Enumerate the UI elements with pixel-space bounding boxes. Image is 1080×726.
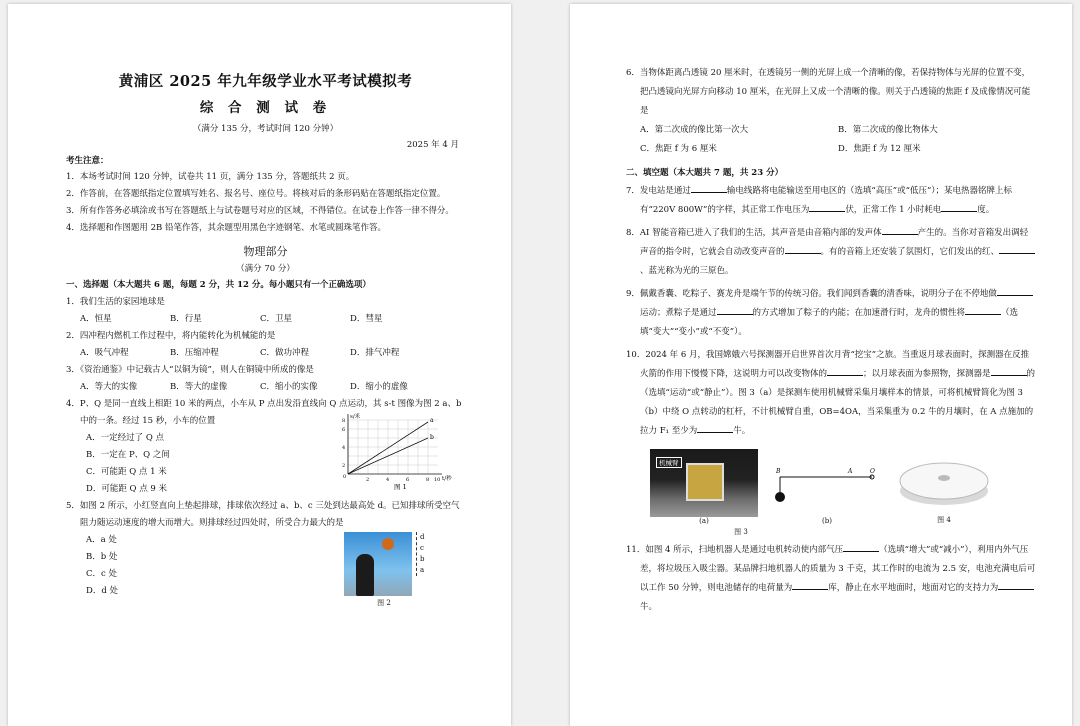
y-tick: 6 [342,427,346,433]
q3-options [66,379,465,396]
answer-blank [998,589,1034,590]
lever-diagram [772,463,882,513]
answer-blank [827,375,863,376]
figure-3b [772,463,882,525]
x-tick: 4 [386,477,390,483]
option: D．彗星 [350,314,383,324]
q9-text: （选填“变大”“变小”或“不变”）。 [640,308,1019,337]
notice-item: 3．所有作答务必填涂或书写在答题纸上与试卷题号对应的区域，不得错位。在试卷上作答一律不得分。 [66,206,454,216]
option: B．一定在 P、Q 之间 [86,450,170,460]
answer-blank [697,432,733,433]
answer-blank [941,211,977,212]
q11-text: 11．如图 4 所示，扫地机器人是通过电机转动使内部气压 [626,545,844,555]
lunar-photo [650,449,758,517]
q2-options [66,345,465,362]
figure-1-st-graph [334,412,464,494]
q8-text: 、蓝光称为光的三原色。 [640,266,734,276]
question-8 [626,224,1036,281]
q8-text: 产生的。当你对音箱发出调轻声音的指令时，它就会自动改变声音的 [640,228,1029,257]
option: A．一定经过了 Q 点 [86,433,165,443]
exam-page-right [570,4,1072,726]
point-b-label: B [776,468,781,475]
x-tick: 10 [434,477,441,483]
section-subtitle: （满分 70 分） [236,264,295,274]
answer-blank [965,314,1001,315]
q11-text: 库，静止在水平地面时，地面对它的支持力为 [828,583,999,593]
q1-options [66,311,465,328]
volleyball-photo [344,532,412,596]
robot-vacuum [896,451,992,511]
notice-heading: 考生注意： [66,156,109,166]
ball-positions [416,532,424,576]
q10-text: 牛。 [733,426,751,436]
position-label: a [420,566,425,574]
answer-blank [882,234,918,235]
q9-text: 的方式增加了粽子的内能；在加速滑行时，龙舟的惯性将 [752,308,966,318]
figure-3a [650,449,758,525]
question-4: 4．P、Q 是同一直线上相距 10 米的两点，小车从 P 点出发沿直线向 Q 点运动，其 s-t 图像为图 2 a、b 中的一条。经过 15 秒，小车的位置 [66,399,462,426]
option: B．第二次成的像比物体大 [838,125,938,135]
answer-blank [717,314,753,315]
option: C．卫星 [260,314,293,324]
q11-text: （选填“增大”或“减小”），利用内外气压差，将垃圾压入吸尘器。某品牌扫地机器人的质量为 3 千克，其工作时的电流为 2.5 安，电池充满电后可以工作 50 分钟，则电池储存的电荷量为 [640,545,1036,593]
figure-4 [896,451,992,525]
arm-label: 机械臂 [656,457,682,468]
q8-text: 。有的音箱上还安装了氛围灯，它们发出的红、 [820,247,1000,257]
q10-text: 10．2024 年 6 月，我国嫦娥六号探测器开启世界首次月背“挖宝”之旅。当重返月球表面时，探测器在反推火箭的作用下慢慢下降，这说明力可以改变物体的 [626,350,1030,379]
position-label: b [420,555,425,563]
q9-text: 运动；煮粽子是通过 [640,308,717,318]
option: B．b 处 [86,552,118,562]
option: A．吸气冲程 [80,348,129,358]
point-o-label: O [870,468,875,475]
x-axis-label: t/秒 [442,476,452,482]
q7-text: 度。 [977,205,995,215]
question-5: 5．如图 2 所示，小红竖直向上垫起排球，排球依次经过 a、b、c 三处到达最高处 d。已知排球所受空气阻力随运动速度的增大而增大。则排球经过四处时，所受合力最大的是 [66,501,460,528]
exam-date: 2025 年 4 月 [406,140,459,150]
exam-page-left [8,4,511,726]
option: A．恒星 [80,314,112,324]
exam-title: 黄浦区 2025 年九年级学业水平考试模拟考 [118,73,413,90]
option: C．缩小的实像 [260,382,318,392]
figure-2-caption: 图 2 [377,599,391,607]
question-1: 1．我们生活的家园地球是 [66,297,165,307]
player [356,554,374,596]
q8-text: 8．AI 智能音箱已进入了我们的生活，其声音是由音箱内部的发声体 [626,228,882,238]
x-tick: 6 [406,477,410,483]
question-2: 2．四冲程内燃机工作过程中，将内能转化为机械能的是 [66,331,276,341]
y-tick: 2 [342,463,346,469]
y-tick: 8 [342,418,346,424]
part1-heading: 一、选择题（本大题共 6 题，每题 2 分，共 12 分。每小题只有一个正确选项） [66,280,371,290]
figure-3-caption: 图 3 [734,528,748,536]
answer-blank [991,375,1027,376]
answer-blank [999,253,1035,254]
option: D．排气冲程 [350,348,400,358]
option: C．焦距 f 为 6 厘米 [640,144,717,154]
q10-text: ；以月球表面为参照物，探测器是 [863,369,991,379]
question-11 [626,541,1036,617]
sub-caption-a: (a) [699,517,709,525]
answer-blank [843,551,879,552]
ball [382,538,394,550]
y-axis-label: s/米 [350,414,361,420]
option: D．缩小的虚像 [350,382,408,392]
q10-text: 的（选填“运动”或“静止”）。图 3（a）是探测车使用机械臂采集月壤样本的情景，可将机械臂简化为图 3（b）中绕 O 点转动的杠杆，不计机械臂自重，OB=4OA，当采集重为 0.2 牛的月壤时，在 A 点施加的拉力 F₁ 至少为 [640,369,1036,436]
option: A．第二次成的像比第一次大 [640,125,749,135]
figure-4-caption: 图 4 [937,516,951,524]
question-3: 3．《资治通鉴》中记载古人“以铜为镜”，则人在铜镜中所成的像是 [66,365,314,375]
part2-heading: 二、填空题（本大题共 7 题，共 23 分） [626,168,784,178]
robot-button [938,475,950,481]
notice-item: 4．选择题和作图题用 2B 铅笔作答，其余题型用黑色字迹钢笔、水笔或圆珠笔作答。 [66,223,386,233]
option: D．焦距 f 为 12 厘米 [838,144,921,154]
point-a-label: A [848,468,853,475]
option: C．可能距 Q 点 1 米 [86,467,167,477]
answer-blank [785,253,821,254]
q7-text: 伏，正常工作 1 小时耗电 [845,205,942,215]
question-6: 6．当物体距离凸透镜 20 厘米时，在透镜另一侧的光屏上成一个清晰的像，若保持物体与光屏的位置不变，把凸透镜向光屏方向移动 10 厘米，在光屏上又成一个清晰的像。则关于凸透镜的焦距 f 及成像情况可能是 [626,68,1031,116]
question-7 [626,182,1036,220]
figure-1-caption: 图 1 [394,483,407,490]
answer-blank [691,192,727,193]
q7-text: 输电线路将电能输送至用电区的（选填“高压”或“低压”）；某电热器铭牌上标有“220V 800W”的字样，其正常工作电压为 [640,186,1013,215]
option: A．等大的实像 [80,382,138,392]
option: D．d 处 [86,586,118,596]
q7-text: 7．发电站是通过 [626,186,691,196]
figures-3-4 [650,449,1036,525]
q11-text: 牛。 [640,602,658,612]
question-10 [626,346,1036,441]
figure-2-volleyball [344,532,456,608]
option: B．行星 [170,314,202,324]
question-9 [626,285,1036,342]
notice-item: 2．作答前，在答题纸指定位置填写姓名、报名号、座位号。将核对后的条形码贴在答题纸指定位置。 [66,189,446,199]
answer-blank [792,589,828,590]
option: B．等大的虚像 [170,382,228,392]
st-graph-svg [334,412,464,490]
exam-score-time: （满分 135 分，考试时间 120 分钟） [192,124,339,134]
x-tick: 8 [426,477,430,483]
position-label: c [420,544,424,552]
section-title: 物理部分 [243,245,288,258]
position-label: d [420,533,425,541]
option: C．c 处 [86,569,117,579]
option: C．做功冲程 [260,348,310,358]
lander [686,463,724,501]
q6-options [626,121,1036,159]
notice-item: 1．本场考试时间 120 分钟，试卷共 11 页，满分 135 分，答题纸共 2 页。 [66,172,355,182]
line-a-label: a [430,417,434,424]
option: D．可能距 Q 点 9 米 [86,484,167,494]
exam-subtitle: 综 合 测 试 卷 [199,100,332,116]
x-tick: 2 [366,477,370,483]
option: B．压缩冲程 [170,348,219,358]
q4-block [66,414,465,498]
option: A．a 处 [86,535,117,545]
origin-label: 0 [343,474,347,480]
answer-blank [997,295,1033,296]
answer-blank [809,211,845,212]
q5-block [66,532,465,607]
sub-caption-b: (b) [822,517,832,525]
weight [775,492,785,502]
line-b-label: b [430,434,434,441]
q9-text: 9．佩戴香囊、吃粽子、赛龙舟是端午节的传统习俗。我们闻到香囊的清香味，说明分子在不停地做 [626,289,997,299]
y-tick: 4 [342,445,346,451]
